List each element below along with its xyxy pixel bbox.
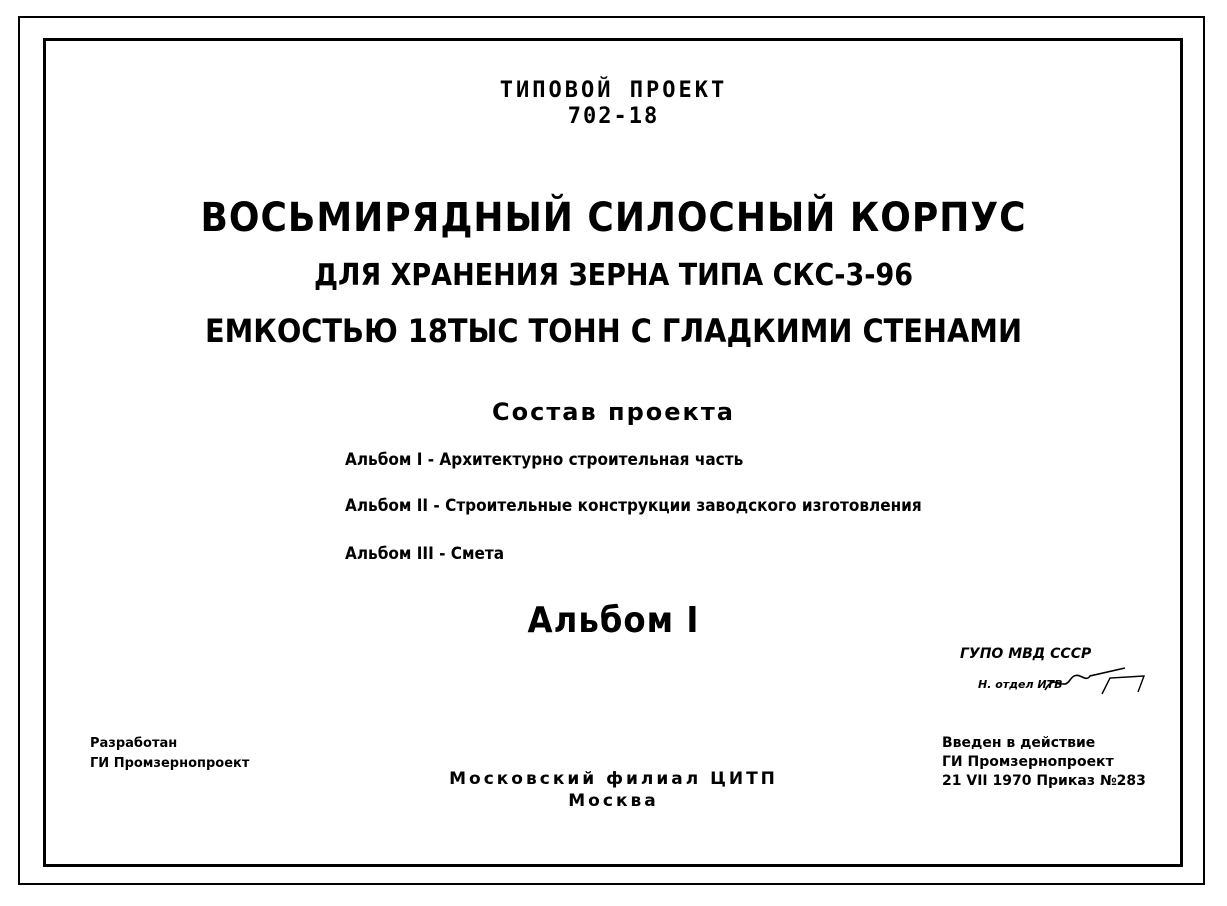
contents-heading: Состав проекта (492, 398, 735, 426)
album-current: Альбом I (527, 600, 700, 641)
publisher-line-2: Москва (568, 791, 659, 811)
enacted-line-1: Введен в действие (942, 735, 1096, 751)
enacted-line-2: ГИ Промзернопроект (942, 754, 1114, 770)
doc-type: ТИПОВОЙ ПРОЕКТ (499, 78, 728, 103)
approval-line-1: ГУПО МВД СССР (960, 646, 1092, 662)
publisher-line-1: Московский филиал ЦИТП (449, 769, 778, 789)
enacted (942, 734, 1146, 791)
title-line-3: ЕМКОСТЬЮ 18ТЫС ТОНН С ГЛАДКИМИ СТЕНАМИ (204, 312, 1023, 350)
contents-item: Альбом I - Архитектурно строительная часть (345, 450, 744, 470)
developed-label: Разработан (90, 736, 178, 751)
contents-item: Альбом II - Строительные конструкции заводского изготовления (345, 496, 922, 516)
title-line-1: ВОСЬМИРЯДНЫЙ СИЛОСНЫЙ КОРПУС (200, 195, 1027, 241)
developed-org: ГИ Промзернопроект (90, 756, 250, 771)
doc-number: 702-18 (567, 104, 660, 129)
approval-line-2: Н. отдел ИТВ (978, 678, 1063, 691)
title-line-2: ДЛЯ ХРАНЕНИЯ ЗЕРНА ТИПА СКС-3-96 (313, 258, 914, 293)
contents-item: Альбом III - Смета (345, 544, 505, 564)
enacted-line-3: 21 VII 1970 Приказ №283 (942, 773, 1146, 789)
signature-icon (1040, 662, 1150, 702)
